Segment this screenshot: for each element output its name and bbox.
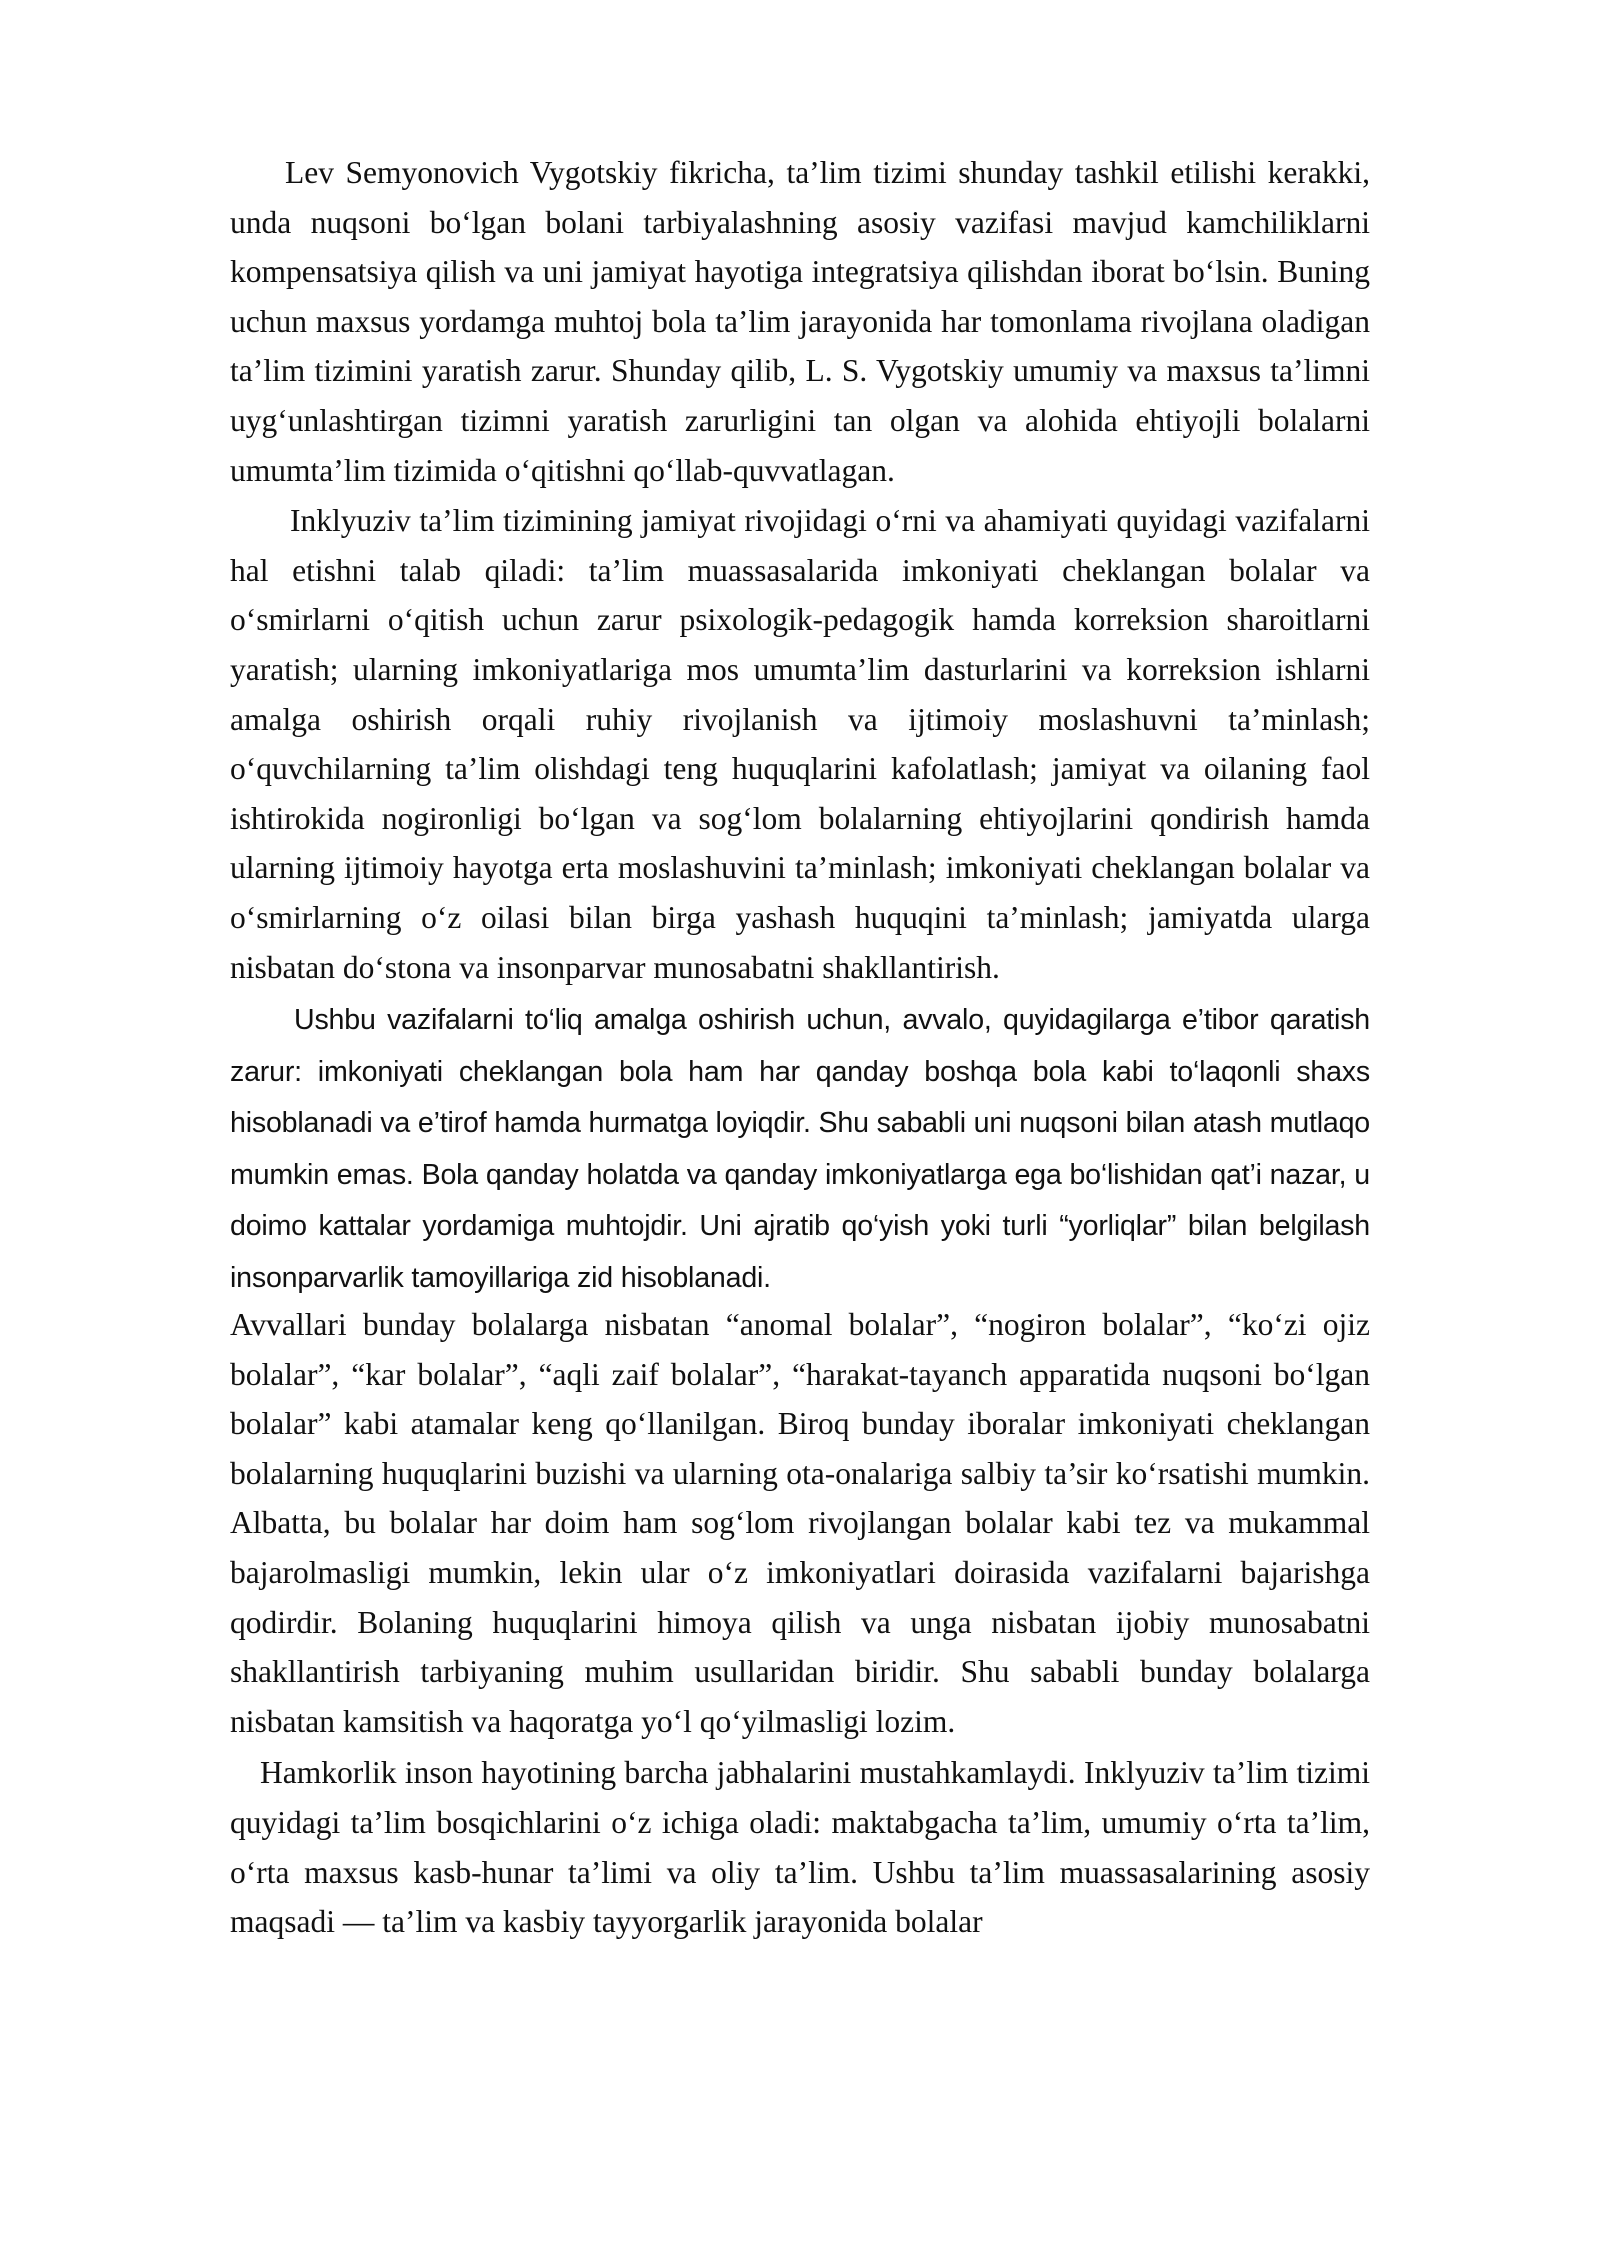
paragraph: Inklyuziv ta’lim tizimining jamiyat rivojidagi o‘rni va ahamiyati quyidagi vazifalarni hal etishni talab qiladi: ta’lim muassasalarida imkoniyati cheklangan bolalar va o‘smirlarni o‘qitish uchun zarur psixologik-pedagogik hamda korreksion sharoitlarni yaratish; ularning imkoniyatlariga mos umumta’lim dasturlarini va korreksion ishlarni amalga oshirish orqali ruhiy rivojlanish va ijtimoiy moslashuvni ta’minlash; o‘quvchilarning ta’lim olishdagi teng huquqlarini kafolatlash; jamiyat va oilaning faol ishtirokida nogironligi bo‘lgan va sog‘lom bolalarning ehtiyojlarini qondirish hamda ularning ijtimoiy hayotga erta moslashuvini ta’minlash; imkoniyati cheklangan bolalar va o‘smirlarning o‘z oilasi bilan birga yashash huquqini ta’minlash; jamiyatda ularga nisbatan do‘stona va insonparvar munosabatni shakllantirish. — [230, 503, 1370, 985]
paragraph: Avvallari bunday bolalarga nisbatan “anomal bolalar”, “nogiron bolalar”, “ko‘zi ojiz bolalar”, “kar bolalar”, “aqli zaif bolalar”, “harakat-tayanch apparatida nuqsoni bo‘lgan bolalar” kabi atamalar keng qo‘llanilgan. Biroq bunday iboralar imkoniyati cheklangan bolalarning huquqlarini buzishi va ularning ota-onalariga salbiy ta’sir ko‘rsatishi mumkin. Albatta, bu bolalar har doim ham sog‘lom rivojlangan bolalar kabi tez va mukammal bajarolmasligi mumkin, lekin ular o‘z imkoniyatlari doirasida vazifalarni bajarishga qodirdir. Bolaning huquqlarini himoya qilish va unga nisbatan ijobiy munosabatni shakllantirish tarbiyaning muhim usullaridan biridir. Shu sababli bunday bolalarga nisbatan kamsitish va haqoratga yo‘l qo‘yilmasligi lozim. — [230, 1307, 1370, 1739]
paragraph: Ushbu vazifalarni to‘liq amalga oshirish uchun, avvalo, quyidagilarga e’tibor qaratish zarur: imkoniyati cheklangan bola ham har qanday boshqa bola kabi to‘laqonli shaxs hisoblanadi va e’tirof hamda hurmatga loyiqdir. Shu sababli uni nuqsoni bilan atash mutlaqo mumkin emas. Bola qanday holatda va qanday imkoniyatlarga ega bo‘lishidan qat’i nazar, u doimo kattalar yordamiga muhtojdir. Uni ajratib qo‘yish yoki turli “yorliqlar” bilan belgilash insonparvarlik tamoyillariga zid hisoblanadi. — [230, 1004, 1370, 1294]
paragraph: Lev Semyonovich Vygotskiy fikricha, ta’lim tizimi shunday tashkil etilishi kerakki, unda nuqsoni bo‘lgan bolani tarbiyalashning asosiy vazifasi mavjud kamchiliklarni kompensatsiya qilish va uni jamiyat hayotiga integratsiya qilishdan iborat bo‘lsin. Buning uchun maxsus yordamga muhtoj bola ta’lim jarayonida har tomonlama rivojlana oladigan ta’lim tizimini yaratish zarur. Shunday qilib, L. S. Vygotskiy umumiy va maxsus ta’limni uyg‘unlashtirgan tizimni yaratish zarurligini tan olgan va alohida ehtiyojli bolalarni umumta’lim tizimida o‘qitishni qo‘llab-quvvatlagan. — [230, 155, 1370, 488]
document-page — [230, 148, 1370, 1947]
paragraph: Hamkorlik inson hayotining barcha jabhalarini mustahkamlaydi. Inklyuziv ta’lim tizimi quyidagi ta’lim bosqichlarini o‘z ichiga oladi: maktabgacha ta’lim, umumiy o‘rta ta’lim, o‘rta maxsus kasb-hunar ta’limi va oliy ta’lim. Ushbu ta’lim muassasalarining asosiy maqsadi — ta’lim va kasbiy tayyorgarlik jarayonida bolalar — [230, 1755, 1370, 1940]
